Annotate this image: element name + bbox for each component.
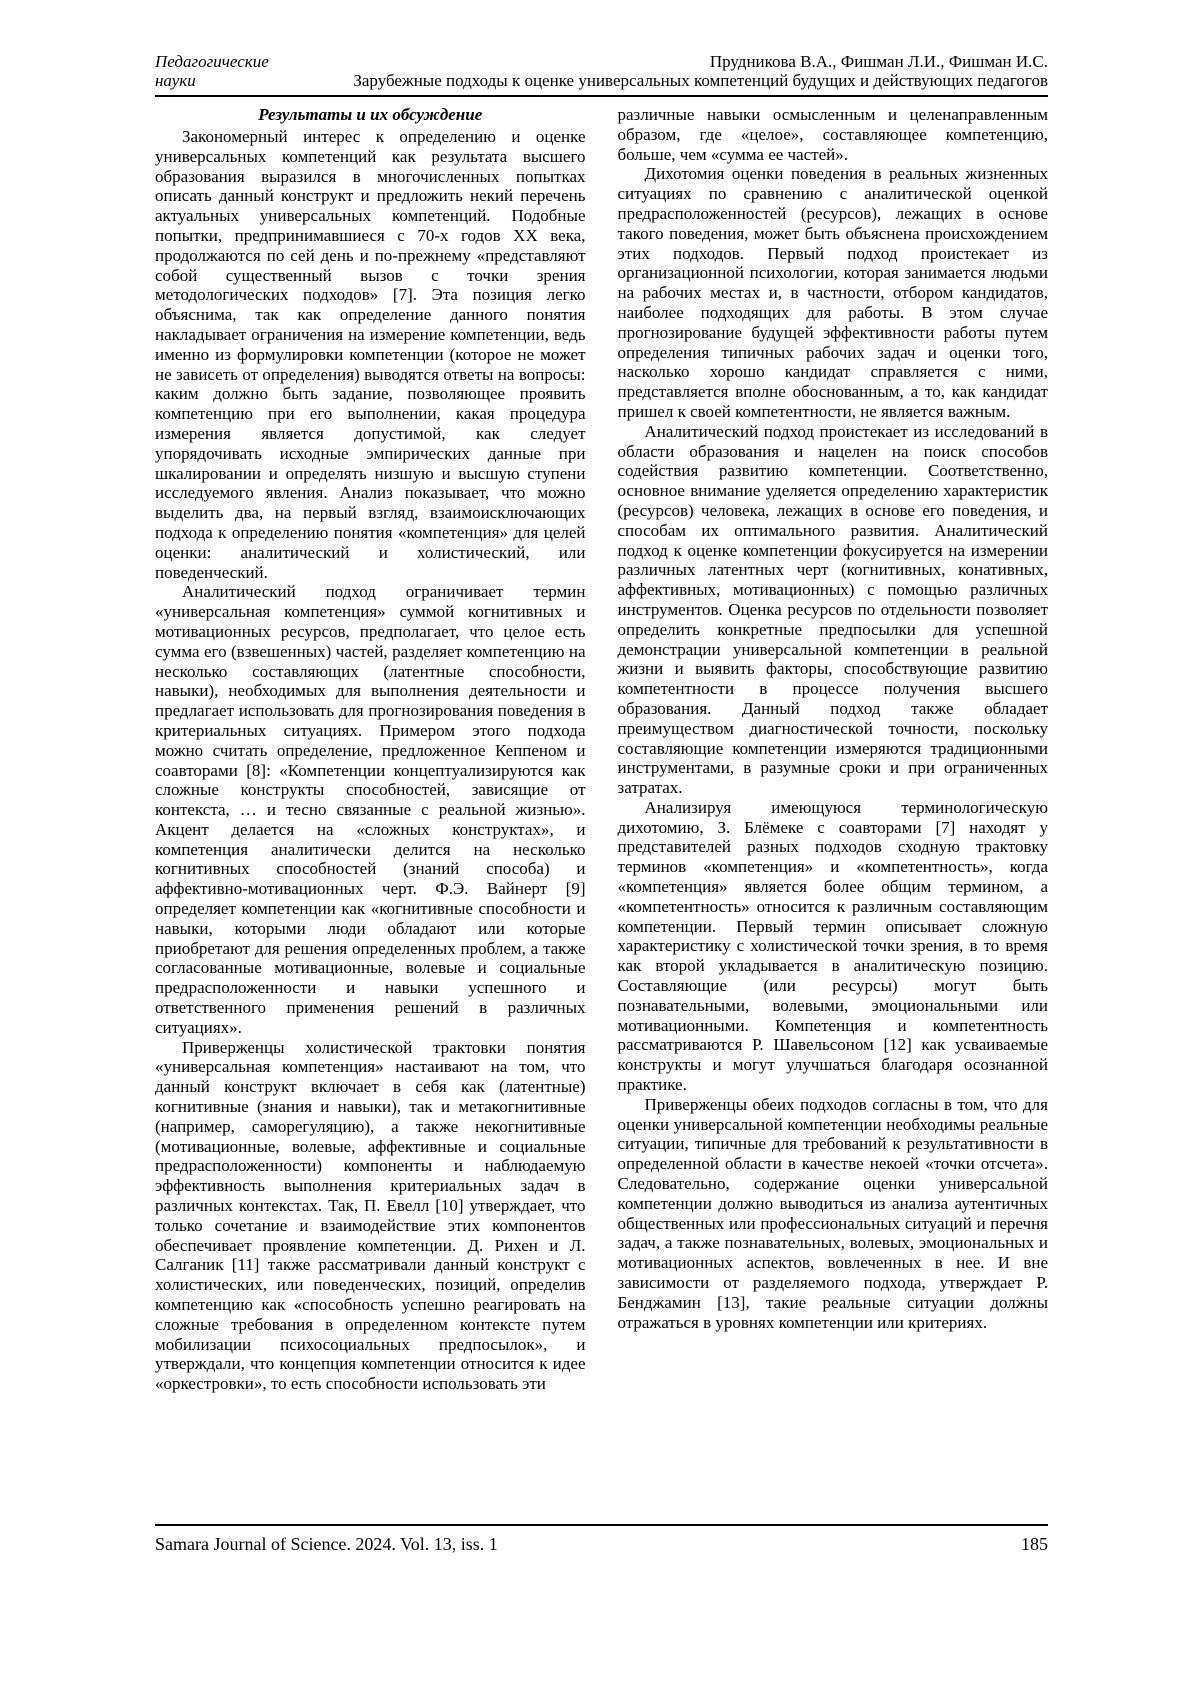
article-body xyxy=(155,105,1048,1513)
page-header xyxy=(155,52,1048,97)
article-title-line: Зарубежные подходы к оценке универсальных компетенций будущих и действующих педагогов xyxy=(353,71,1048,90)
paragraph-left-2: Аналитический подход ограничивает термин «универсальная компетенция» суммой когнитивных и мотивационных ресурсов, предполагает, что целое есть сумма его (взвешенных) частей, разделяет компетенцию на несколько составляющих (латентные способности, навыки), необходимых для выполнения деятельности и предлагает использовать для прогнозирования поведения в критериальных ситуациях. Примером этого подхода можно считать определение, предложенное Кеппеном и соавторами [8]: «Компетенции концептуализируются как сложные конструкты способностей, зависящие от контекста, … и тесно связанные с реальной жизнью». Акцент делается на «сложных конструктах», и компетенция аналитически делится на несколько когнитивных способностей (знаний способа) и аффективно-мотивационных черт. Ф.Э. Вайнерт [9] определяет компетенции как «когнитивные способности и навыки, которыми люди обладают или которые приобретают для решения определенных проблем, а также согласованные мотивационные, волевые и социальные предрасположенности и навыки успешного и ответственного применения решений в различных ситуациях». xyxy=(155,582,586,1037)
section-heading: Результаты и их обсуждение xyxy=(258,105,483,124)
header-right-block xyxy=(315,52,1048,90)
left-column xyxy=(155,105,586,1513)
page-number: 185 xyxy=(1021,1534,1048,1554)
paragraph-left-1: Закономерный интерес к определению и оценке универсальных компетенций как результата высшего образования выразился в многочисленных попытках описать данный конструкт и предложить некий перечень актуальных универсальных компетенций. Подобные попытки, предпринимавшиеся с 70-х годов XX века, продолжаются по сей день и по-прежнему «представляют собой существенный вызов с точки зрения методологических подходов» [7]. Эта позиция легко объяснима, так как определение данного понятия накладывает ограничения на измерение компетенции, ведь именно из формулировки компетенции (которое не может не зависеть от определения) выводятся ответы на вопросы: каким должно быть задание, позволяющее проявить компетенцию при его выполнении, какая процедура измерения является допустимой, как следует упорядочивать исходные эмпирических данные при шкалировании и определять низшую и высшую ступени исследуемого явления. Анализ показывает, что можно выделить два, на первый взгляд, взаимоисключающих подхода к определению понятия «компетенция» для целей оценки: аналитический и холистический, или поведенческий. xyxy=(155,127,586,582)
right-column xyxy=(618,105,1049,1513)
paragraph-right-3: Аналитический подход проистекает из исследований в области образования и нацелен на поиск способов содействия развитию компетенции. Соответственно, основное внимание уделяется определению характеристик (ресурсов) человека, лежащих в основе его поведения, и способам их оптимального развития. Аналитический подход к оценке компетенции фокусируется на измерении различных латентных черт (когнитивных, конативных, аффективных, мотивационных) с помощью различных инструментов. Оценка ресурсов по отдельности позволяет определить конкретные предпосылки для успешной демонстрации универсальной компетенции в реальной жизни и выявить факторы, способствующие развитию компетентности в процессе получения высшего образования. Данный подход также обладает преимуществом диагностической точности, поскольку составляющие компетенции измеряются традиционными инструментами, в разумные сроки и при ограниченных затратах. xyxy=(617,421,1048,798)
paragraph-left-3: Приверженцы холистической трактовки понятия «универсальная компетенция» настаивают на том, что данный конструкт включает в себя как (латентные) когнитивные (знания и навыки), так и метакогнитивные (например, саморегуляцию), а также некогнитивные (мотивационные, волевые, аффективные и социальные предрасположенности) компоненты и наблюдаемую эффективность выполнения критериальных задач в различных контекстах. Так, П. Евелл [10] утверждает, что только сочетание и взаимодействие этих компонентов обеспечивает проявление компетенции. Д. Рихен и Л. Салганик [11] также рассматривали данный конструкт с холистических, или поведенческих, позиций, определив компетенцию как «способность успешно реагировать на сложные требования в определенном контексте путем мобилизации психосоциальных предпосылок», и утверждали, что концепция компетенции относится к идее «оркестровки», то есть способности использовать эти xyxy=(155,1037,586,1394)
paragraph-right-4: Анализируя имеющуюся терминологическую дихотомию, З. Блёмеке с соавторами [7] находят у представителей разных подходов сходную трактовку терминов «компетенция» и «компетентность», когда «компетенция» является более общим термином, а «компетентность» относится к различным составляющим компетенции. Первый термин описывает сложную характеристику с холистической точки зрения, в то время как второй укладывается в аналитическую позицию. Составляющие (или ресурсы) могут быть познавательными, волевыми, эмоциональными или мотивационными. Компетенция и компетентность рассматриваются Р. Шавельсоном [12] как усваиваемые конструкты и могут улучшаться благодаря осознанной практике. xyxy=(617,797,1048,1095)
authors-line: Прудникова В.А., Фишман Л.И., Фишман И.С. xyxy=(709,52,1048,71)
paragraph-right-2: Дихотомия оценки поведения в реальных жизненных ситуациях по сравнению с аналитической оценкой предрасположенностей (ресурсов), лежащих в основе такого поведения, может быть объяснена происхождением этих подходов. Первый подход проистекает из организационной психологии, которая занимается людьми на рабочих местах и, в частности, отбором кандидатов, наиболее подходящих для работы. В этом случае прогнозирование будущей эффективности работы путем определения типичных рабочих задач и оценки того, насколько хорошо кандидат справляется с ними, представляется вполне обоснованным, а то, как кандидат пришел к своей компетентности, не является важным. xyxy=(617,164,1048,421)
paragraph-right-5: Приверженцы обеих подходов согласны в том, что для оценки универсальной компетенции необходимы реальные ситуации, типичные для требований к результативности в определенной области в качестве некоей «точки отсчета». Следовательно, содержание оценки универсальной компетенции должно выводиться из анализа аутентичных общественных или профессиональных ситуаций и перечня задач, а также познавательных, волевых, эмоциональных и мотивационных аспектов, вовлеченных в нее. И вне зависимости от разделяемого подхода, утверждает Р. Бенджамин [13], такие реальные ситуации должны отражаться в уровнях компетенции или критериях. xyxy=(617,1094,1048,1332)
journal-section-label xyxy=(155,52,315,90)
section-label-line2: науки xyxy=(155,71,196,90)
journal-citation: Samara Journal of Science. 2024. Vol. 13, iss. 1 xyxy=(155,1534,498,1554)
section-label-line1: Педагогические xyxy=(155,52,269,71)
paragraph-right-1: различные навыки осмысленным и целенаправленным образом, где «целое», составляющее компетенцию, больше, чем «сумма ее частей». xyxy=(617,105,1048,164)
page-footer xyxy=(155,1524,1048,1555)
